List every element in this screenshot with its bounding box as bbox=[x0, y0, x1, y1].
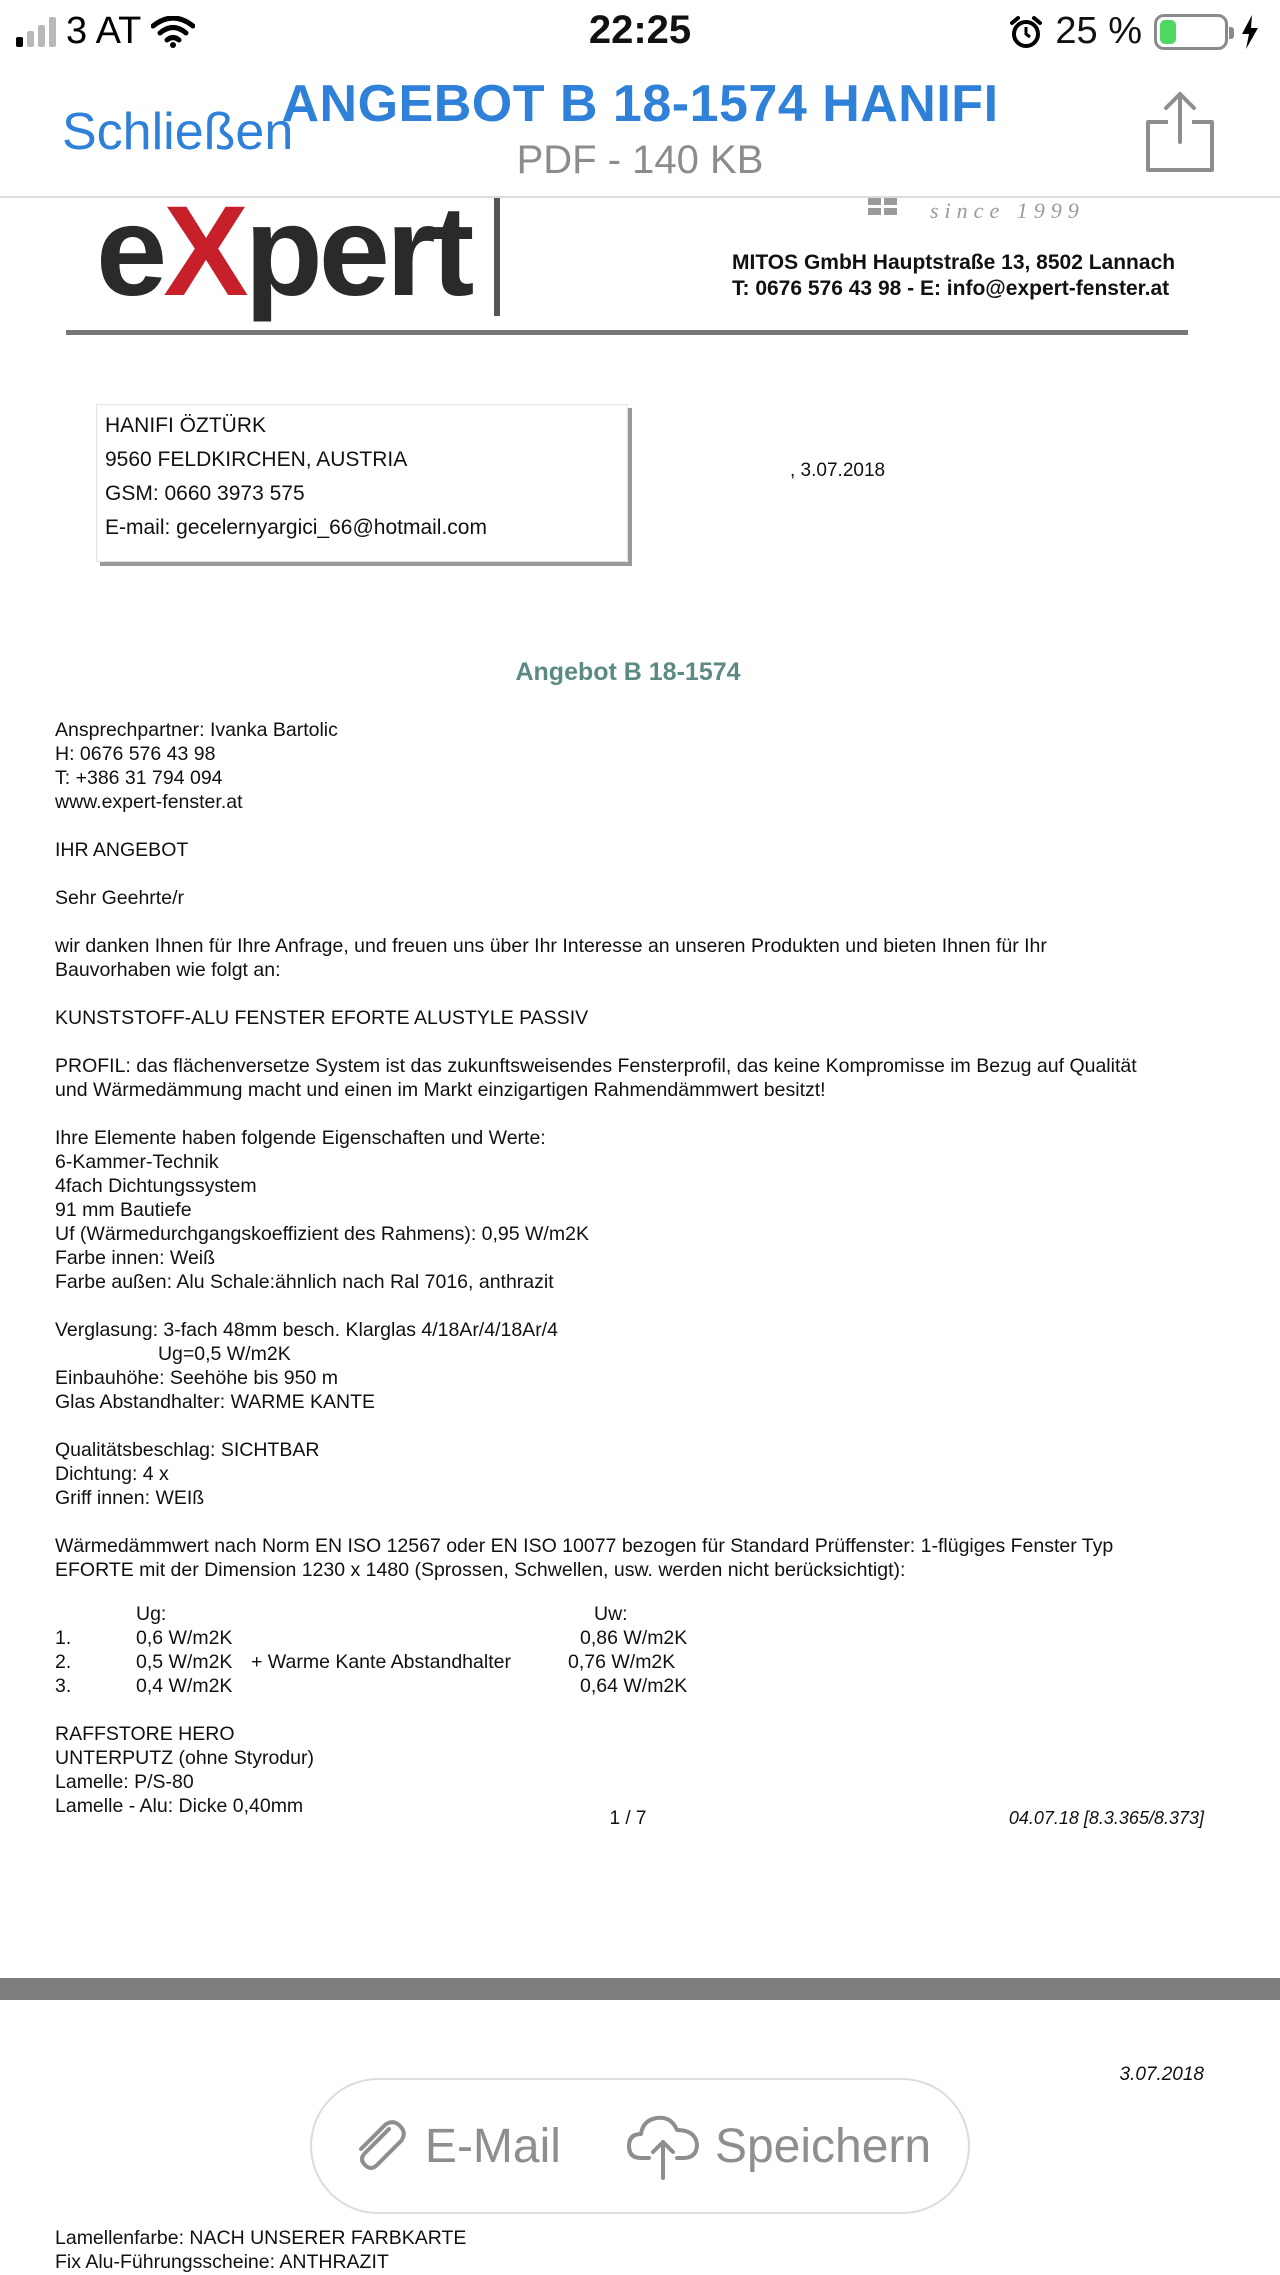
expert-logo: eXpert bbox=[96, 198, 471, 323]
table-row bbox=[55, 1674, 688, 1698]
battery-percent: 25 % bbox=[1055, 10, 1142, 52]
body-line: wir danken Ihnen für Ihre Anfrage, und freuen uns über Ihr Interesse an unseren Produkten und bieten Ihnen für Ihr bbox=[55, 935, 1047, 957]
paperclip-icon bbox=[349, 2115, 411, 2177]
offer-body-text bbox=[55, 718, 1225, 1582]
page-separator bbox=[0, 1978, 1280, 2000]
body-line: Ihre Elemente haben folgende Eigenschaften und Werte: bbox=[55, 1127, 546, 1149]
company-address bbox=[732, 250, 1175, 302]
row-ug: 0,5 W/m2K bbox=[136, 1651, 233, 1673]
logo-divider bbox=[494, 198, 500, 316]
since-label: since 1999 bbox=[930, 198, 1085, 223]
action-bar bbox=[310, 2078, 970, 2214]
document-title: ANGEBOT B 18-1574 HANIFI bbox=[281, 75, 999, 133]
body-line: EFORTE mit der Dimension 1230 x 1480 (Sprossen, Schwellen, usw. werden nicht berücksichtigt): bbox=[55, 1559, 906, 1581]
header-ug: Ug: bbox=[136, 1603, 167, 1625]
body-line: 6-Kammer-Technik bbox=[55, 1151, 219, 1173]
paragraph-gap bbox=[55, 982, 1225, 1006]
body-line: www.expert-fenster.at bbox=[55, 791, 243, 813]
table-row bbox=[55, 1626, 688, 1650]
thermal-values-table bbox=[55, 1602, 688, 1818]
body-line: Ansprechpartner: Ivanka Bartolic bbox=[55, 719, 338, 741]
clock: 22:25 bbox=[588, 8, 692, 52]
paragraph-gap bbox=[55, 1510, 1225, 1534]
address-line: GSM: 0660 3973 575 bbox=[105, 482, 305, 505]
row-ug: 0,4 W/m2K bbox=[136, 1675, 233, 1697]
body-line: IHR ANGEBOT bbox=[55, 839, 189, 861]
row-ug: 0,6 W/m2K bbox=[136, 1627, 233, 1649]
body-line: Glas Abstandhalter: WARME KANTE bbox=[55, 1391, 376, 1413]
body-line: Bauvorhaben wie folgt an: bbox=[55, 959, 281, 981]
paragraph-gap bbox=[55, 1414, 1225, 1438]
address-line: E-mail: gecelernyargici_66@hotmail.com bbox=[105, 516, 487, 539]
tail-line: Lamelle: P/S-80 bbox=[55, 1771, 194, 1793]
body-line: Qualitätsbeschlag: SICHTBAR bbox=[55, 1439, 320, 1461]
row-extra: + Warme Kante Abstandhalter bbox=[251, 1651, 511, 1673]
carrier-label: 3 AT bbox=[66, 10, 142, 52]
row-uw: 0,76 W/m2K bbox=[568, 1651, 676, 1673]
header-uw: Uw: bbox=[594, 1603, 628, 1625]
row-number: 3. bbox=[55, 1675, 72, 1697]
save-label: Speichern bbox=[714, 2119, 932, 2173]
alarm-icon bbox=[1009, 15, 1043, 49]
document-subtitle: PDF - 140 KB bbox=[516, 138, 764, 182]
body-line: Farbe innen: Weiß bbox=[55, 1247, 216, 1269]
body-line: Ug=0,5 W/m2K bbox=[55, 1343, 291, 1365]
body-line: 4fach Dichtungssystem bbox=[55, 1175, 257, 1197]
page-reference: 04.07.18 [8.3.365/8.373] bbox=[1008, 1808, 1204, 1828]
body-line: Griff innen: WEIß bbox=[55, 1487, 205, 1509]
page2-line: Lamellenfarbe: NACH UNSERER FARBKARTE bbox=[55, 2227, 467, 2249]
paragraph-gap bbox=[55, 1294, 1225, 1318]
status-right bbox=[1009, 10, 1260, 53]
row-uw: 0,64 W/m2K bbox=[580, 1675, 688, 1697]
recipient-address-box bbox=[96, 404, 628, 562]
page2-line: Fix Alu-Führungsscheine: ANTHRAZIT bbox=[55, 2251, 389, 2273]
body-line: KUNSTSTOFF-ALU FENSTER EFORTE ALUSTYLE PASSIV bbox=[55, 1007, 589, 1029]
paragraph-gap bbox=[55, 1102, 1225, 1126]
body-line: 91 mm Bautiefe bbox=[55, 1199, 192, 1221]
battery-icon bbox=[1154, 14, 1228, 50]
charging-bolt-icon bbox=[1240, 15, 1260, 49]
offer-title: Angebot B 18-1574 bbox=[515, 658, 741, 686]
body-line: T: +386 31 794 094 bbox=[55, 767, 223, 789]
body-line: Dichtung: 4 x bbox=[55, 1463, 169, 1485]
body-line: H: 0676 576 43 98 bbox=[55, 743, 216, 765]
row-uw: 0,86 W/m2K bbox=[580, 1627, 688, 1649]
close-button[interactable]: Schließen bbox=[62, 103, 294, 161]
paragraph-gap bbox=[55, 814, 1225, 838]
tail-line: UNTERPUTZ (ohne Styrodur) bbox=[55, 1747, 314, 1769]
body-line: und Wärmedämmung macht und einen im Markt einzigartigen Rahmendämmwert besitzt! bbox=[55, 1079, 826, 1101]
body-line: PROFIL: das flächenversetze System ist das zukunftsweisendes Fensterprofil, das keine Kompromisse im Bezug auf Qualität bbox=[55, 1055, 1137, 1077]
status-bar bbox=[0, 0, 1280, 62]
battery-level bbox=[1160, 20, 1176, 44]
tail-line: Lamelle - Alu: Dicke 0,40mm bbox=[55, 1795, 304, 1817]
paragraph-gap bbox=[55, 1030, 1225, 1054]
pdf-page-1[interactable] bbox=[0, 198, 1280, 1978]
navigation-bar bbox=[0, 62, 1280, 198]
body-line: Uf (Wärmedurchgangskoeffizient des Rahmens): 0,95 W/m2K bbox=[55, 1223, 589, 1245]
body-line: Sehr Geehrte/r bbox=[55, 887, 184, 909]
body-line: Verglasung: 3-fach 48mm besch. Klarglas 4/18Ar/4/18Ar/4 bbox=[55, 1319, 558, 1341]
table-row bbox=[55, 1650, 676, 1674]
body-line: Einbauhöhe: Seehöhe bis 950 m bbox=[55, 1367, 338, 1389]
address-line: HANIFI ÖZTÜRK bbox=[105, 414, 266, 437]
address-line: 9560 FELDKIRCHEN, AUSTRIA bbox=[105, 448, 408, 471]
table-header-row bbox=[55, 1602, 628, 1626]
email-label: E-Mail bbox=[424, 2119, 561, 2173]
body-line: Farbe außen: Alu Schale:ähnlich nach Ral 7016, anthrazit bbox=[55, 1271, 554, 1293]
letter-date: , 3.07.2018 bbox=[790, 460, 886, 481]
body-line: Wärmedämmwert nach Norm EN ISO 12567 oder EN ISO 10077 bezogen für Standard Prüffenster: 1-flügiges Fenster Typ bbox=[55, 1535, 1114, 1557]
page-number: 1 / 7 bbox=[609, 1808, 647, 1829]
row-number: 2. bbox=[55, 1651, 72, 1673]
page2-text bbox=[55, 2226, 466, 2274]
paragraph-gap bbox=[55, 862, 1225, 886]
cloud-upload-icon bbox=[625, 2112, 701, 2180]
row-number: 1. bbox=[55, 1627, 72, 1649]
window-grid-icon bbox=[868, 198, 898, 216]
email-button[interactable] bbox=[349, 2115, 561, 2177]
company-line-1: MITOS GmbH Hauptstraße 13, 8502 Lannach bbox=[732, 251, 1176, 274]
save-button[interactable] bbox=[625, 2112, 931, 2180]
page2-date: 3.07.2018 bbox=[1119, 2064, 1204, 2085]
share-icon[interactable] bbox=[1142, 90, 1218, 174]
tail-line: RAFFSTORE HERO bbox=[55, 1723, 235, 1745]
header-divider bbox=[66, 330, 1188, 335]
company-line-2: T: 0676 576 43 98 - E: info@expert-fenster.at bbox=[732, 277, 1170, 300]
paragraph-gap bbox=[55, 910, 1225, 934]
